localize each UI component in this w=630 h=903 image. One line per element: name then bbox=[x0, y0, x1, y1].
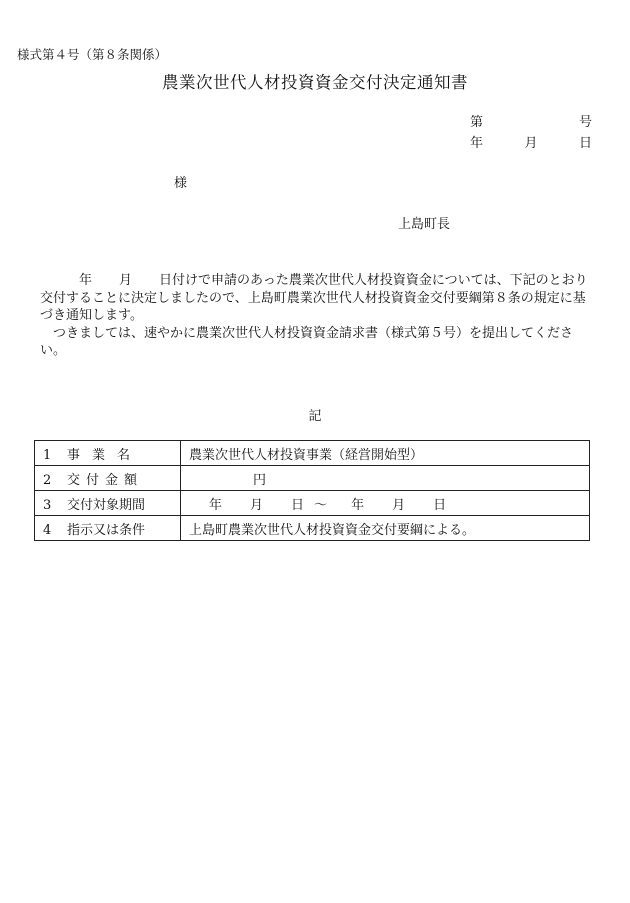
body-paragraph-1-text: 日付けで申請のあった農業次世代人材投資資金については、下記のとおり交付することに決定しましたので、上島町農業次世代人材投資資金交付要綱第８条の規定に基づき通知します。 bbox=[40, 273, 588, 323]
row-value: 上島町農業次世代人材投資資金交付要綱による。 bbox=[181, 516, 590, 541]
row-label: 4 指示又は条件 bbox=[35, 516, 181, 541]
period-end-month: 月 bbox=[392, 497, 406, 513]
body-month: 月 bbox=[119, 273, 133, 288]
document-date-line bbox=[470, 133, 592, 154]
period-end-year: 年 bbox=[351, 497, 365, 513]
row-value bbox=[181, 491, 590, 516]
document-title: 農業次世代人材投資資金交付決定通知書 bbox=[162, 73, 468, 92]
body-paragraph-2 bbox=[40, 325, 596, 360]
period-separator: ～ bbox=[314, 497, 328, 513]
table-row bbox=[35, 466, 590, 491]
date-year: 年 bbox=[470, 136, 484, 151]
addressee: 様 bbox=[174, 176, 188, 191]
document-number-line bbox=[470, 112, 592, 133]
form-number: 様式第４号（第８条関係） bbox=[17, 47, 168, 62]
row-value: 農業次世代人材投資事業（経営開始型） bbox=[181, 441, 590, 466]
row-value bbox=[181, 466, 590, 491]
amount-unit: 円 bbox=[253, 472, 267, 488]
row-label: 3 交付対象期間 bbox=[35, 491, 181, 516]
table-row bbox=[35, 441, 590, 466]
body-paragraph-2-text: つきましては、速やかに農業次世代人材投資資金請求書（様式第５号）を提出してください。 bbox=[40, 325, 574, 358]
date-day: 日 bbox=[578, 136, 592, 151]
date-month: 月 bbox=[524, 136, 538, 151]
body-text bbox=[40, 272, 596, 360]
details-table bbox=[34, 440, 590, 541]
row-label: 1 事業名 bbox=[35, 441, 181, 466]
sender: 上島町長 bbox=[398, 217, 451, 232]
table-row bbox=[35, 516, 590, 541]
body-paragraph-1 bbox=[40, 272, 596, 325]
period-start-month: 月 bbox=[250, 497, 264, 513]
table-row bbox=[35, 491, 590, 516]
period-start-year: 年 bbox=[209, 497, 223, 513]
body-year: 年 bbox=[79, 273, 93, 288]
period-end-day: 日 bbox=[433, 497, 447, 513]
document-number-block bbox=[470, 112, 592, 154]
number-prefix: 第 bbox=[470, 115, 484, 130]
period-start-day: 日 bbox=[291, 497, 305, 513]
row-label: 2 交付金額 bbox=[35, 466, 181, 491]
number-suffix: 号 bbox=[578, 115, 592, 130]
ki-heading: 記 bbox=[308, 409, 322, 424]
